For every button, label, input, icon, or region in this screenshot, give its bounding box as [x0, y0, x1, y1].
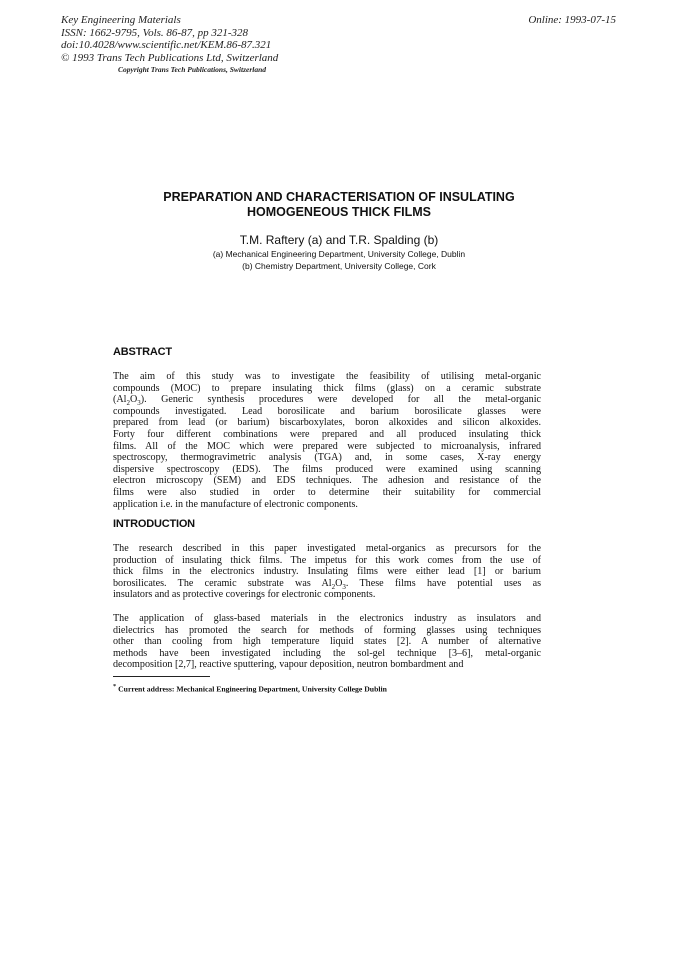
online-date: Online: 1993-07-15	[528, 14, 616, 26]
abstract-line: compounds (MOC) to prepare insulating thick films (glass) on a ceramic substrate	[113, 382, 541, 394]
footnote	[113, 683, 387, 694]
abstract-line: Forty four different combinations were prepared and all produced insulating thick	[113, 428, 541, 440]
affiliation-a: (a) Mechanical Engineering Department, University College, Dublin	[212, 249, 466, 259]
intro-line: insulators and as protective coverings for electronic components.	[113, 589, 376, 601]
copyright-line: © 1993 Trans Tech Publications Ltd, Switzerland	[61, 51, 279, 64]
issn-line: ISSN: 1662-9795, Vols. 86-87, pp 321-328	[61, 26, 248, 39]
introduction-heading: INTRODUCTION	[113, 518, 195, 530]
journal-name: Key Engineering Materials	[61, 14, 181, 26]
paper-title-line-2: HOMOGENEOUS THICK FILMS	[246, 205, 432, 219]
introduction-paragraph-2	[113, 613, 541, 671]
affiliation-b: (b) Chemistry Department, University College, Cork	[242, 261, 436, 271]
abstract-line: prepared from lead (or barium) biscarboxylates, boron alkoxides and silicon alkoxides.	[113, 417, 541, 429]
abstract-heading: ABSTRACT	[113, 346, 172, 358]
footnote-rule	[113, 676, 210, 677]
abstract-line: dispersive spectroscopy (EDS). The films produced were examined using scanning	[113, 463, 541, 475]
copyright-notice: Copyright Trans Tech Publications, Switzerland	[118, 65, 267, 74]
abstract-line: electron microscopy (SEM) and EDS techniques. The adhesion and resistance of the	[113, 475, 541, 487]
footnote-marker: *	[113, 683, 117, 690]
abstract-line: spectroscopy, thermogravimetric analysis (TGA) and, in some cases, X-ray energy	[113, 452, 541, 464]
intro-line: dielectrics has promoted the search for methods of forming glasses using techniques	[113, 624, 541, 636]
intro-line: borosilicates. The ceramic substrate was $Al_2O_3$. These films have potential uses as	[113, 577, 541, 591]
abstract-line: application i.e. in the manufacture of electronic components.	[113, 498, 358, 510]
abstract-line: $(Al_2O_3)$. Generic synthesis procedures were developed for all the metal-organic	[113, 394, 541, 408]
doi-line[interactable]: doi:10.4028/www.scientific.net/KEM.86-87.321	[61, 39, 272, 51]
intro-line: methods have been investigated including the sol-gel technique [3–6], metal-organic	[113, 647, 541, 659]
abstract-line: compounds investigated. Lead borosilicate and barium borosilicate glasses were	[113, 405, 541, 417]
intro-line: other than cooling from high temperature liquid states [2]. A number of alternative	[113, 636, 541, 648]
intro-line: The research described in this paper investigated metal-organics as precursors for the	[113, 543, 541, 554]
paper-title-line-1: PREPARATION AND CHARACTERISATION OF INSULATING	[163, 190, 515, 204]
intro-line: production of insulating thick films. The impetus for this work comes from the use of	[113, 554, 541, 566]
abstract-line: The aim of this study was to investigate the feasibility of utilising metal-organic	[113, 371, 541, 382]
paper-authors: T.M. Raftery (a) and T.R. Spalding (b)	[239, 233, 439, 247]
intro-line: thick films in the electronics industry. Insulating films were either lead [1] or barium	[113, 566, 541, 578]
introduction-paragraph-1	[113, 543, 541, 601]
footnote-text: Current address: Mechanical Engineering Department, University College Dublin	[118, 684, 387, 694]
intro-line: The application of glass-based materials in the electronics industry as insulators and	[113, 613, 541, 624]
abstract-line: films. All of the MOC which were prepared were subjected to microanalysis, infrared	[113, 440, 541, 452]
abstract-body	[113, 371, 541, 510]
abstract-line: films were also studied in order to determine their suitability for commercial	[113, 486, 541, 498]
intro-line: decomposition [2,7], reactive sputtering, vapour deposition, neutron bombardment and	[113, 659, 464, 671]
